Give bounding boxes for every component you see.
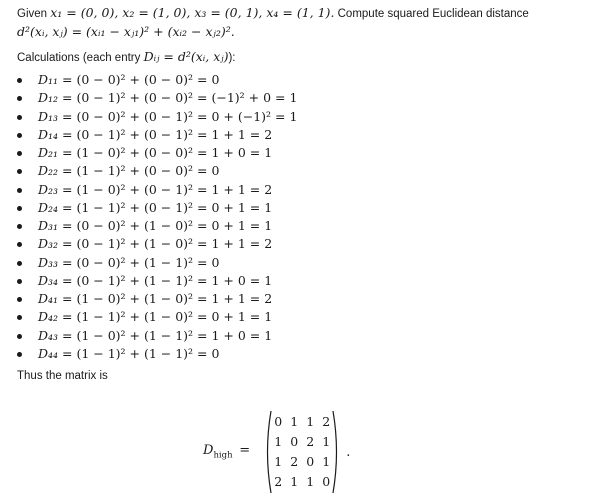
matrix (264, 410, 340, 494)
calc-symbol: D₁₃ (38, 108, 59, 124)
calc-item (17, 254, 592, 272)
calc-expression: = (1 − 0)² + (1 − 0)² = 1 + 1 = 2 (58, 291, 273, 306)
matrix-cell: 2 (322, 414, 331, 429)
calc-symbol: D₃₄ (38, 272, 59, 288)
calc-expression: = (0 − 1)² + (0 − 1)² = 1 + 1 = 2 (58, 126, 273, 142)
calc-symbol: D₃₃ (38, 254, 59, 270)
calc-heading (17, 48, 592, 67)
calc-item (17, 327, 592, 345)
matrix-cell: 0 (274, 414, 283, 429)
matrix-cell: 1 (274, 454, 283, 469)
calc-item (17, 308, 592, 326)
bullet-icon (17, 96, 22, 101)
calc-symbol: D₄₃ (38, 327, 59, 343)
calc-expression: = (0 − 0)² + (0 − 1)² = 0 + (−1)² = 1 (58, 108, 298, 124)
matrix-cell: 0 (306, 454, 315, 469)
bullet-icon (17, 242, 22, 247)
distance-formula: d²(xᵢ, xⱼ) = (xᵢ₁ − xⱼ₁)² + (xᵢ₂ − xⱼ₂)². (17, 24, 235, 39)
calc-expression: = (1 − 1)² + (0 − 1)² = 0 + 1 = 1 (58, 199, 273, 215)
matrix-cell: 0 (322, 474, 331, 489)
matrix-grid (270, 412, 334, 492)
bullet-icon (17, 315, 22, 320)
bullet-icon (17, 169, 22, 174)
calc-expression: = (1 − 1)² + (1 − 1)² = 0 (58, 345, 220, 361)
calc-expression: = (1 − 0)² + (0 − 1)² = 1 + 1 = 2 (58, 181, 273, 197)
matrix-cell: 1 (274, 434, 283, 449)
bullet-icon (17, 78, 22, 83)
calc-expression: = (1 − 0)² + (1 − 1)² = 1 + 0 = 1 (58, 327, 273, 343)
calc-heading-end: ): (228, 52, 236, 64)
matrix-symbol (203, 443, 250, 461)
matrix-symbol-letter: D (203, 443, 214, 459)
matrix-symbol-subscript: high (213, 450, 233, 461)
bullet-icon (17, 297, 22, 302)
calc-item (17, 71, 592, 89)
calc-expression: = (1 − 1)² + (0 − 0)² = 0 (58, 163, 220, 179)
intro-line-2 (17, 23, 592, 42)
matrix-cell: 1 (306, 414, 315, 429)
calc-symbol: D₂₁ (38, 145, 59, 160)
result-matrix-equation (203, 410, 350, 494)
calc-expression: = (1 − 0)² + (0 − 0)² = 1 + 0 = 1 (58, 145, 273, 160)
matrix-cell: 1 (322, 454, 331, 469)
calc-symbol: D₄₄ (38, 345, 59, 361)
calc-expression: = (1 − 1)² + (1 − 0)² = 0 + 1 = 1 (58, 309, 273, 325)
calc-item (17, 126, 592, 144)
matrix-period: . (346, 444, 351, 460)
calc-symbol: D₂₃ (38, 181, 59, 197)
calc-item (17, 235, 592, 253)
calc-symbol: D₁₁ (38, 72, 59, 87)
bullet-icon (17, 352, 22, 357)
calc-expression: = (0 − 0)² + (0 − 0)² = 0 (58, 72, 220, 87)
conclusion-text: Thus the matrix is (17, 370, 108, 382)
calc-item (17, 272, 592, 290)
calculations-list (17, 71, 592, 363)
calc-item (17, 108, 592, 126)
calc-symbol: D₄₂ (38, 309, 59, 325)
matrix-cell: 1 (290, 414, 299, 429)
calc-item (17, 345, 592, 363)
calc-item (17, 162, 592, 180)
calc-item (17, 217, 592, 235)
calc-item (17, 144, 592, 162)
bullet-icon (17, 334, 22, 339)
bullet-icon (17, 261, 22, 266)
calc-symbol: D₃₂ (38, 236, 59, 252)
solution-document (17, 4, 592, 385)
matrix-cell: 1 (290, 474, 299, 489)
matrix-cell: 2 (290, 454, 299, 469)
calc-item (17, 199, 592, 217)
calc-expression: = (0 − 1)² + (1 − 0)² = 1 + 1 = 2 (58, 236, 273, 252)
matrix-cell: 1 (322, 434, 331, 449)
calc-heading-text: Calculations (each entry (17, 52, 141, 64)
intro-text-2: Compute squared Euclidean distance (337, 8, 529, 20)
matrix-cell: 1 (306, 474, 315, 489)
calc-heading-math: Dᵢⱼ = d²(xᵢ, xⱼ) (143, 49, 229, 64)
matrix-cell: 0 (290, 434, 299, 449)
calc-symbol: D₂₄ (38, 199, 59, 215)
matrix-cell: 2 (274, 474, 283, 489)
calc-expression: = (0 − 1)² + (0 − 0)² = (−1)² + 0 = 1 (58, 90, 298, 106)
points-definition: x₁ = (0, 0), x₂ = (1, 0), x₃ = (0, 1), x₄ = (1, 1). (50, 5, 335, 20)
equals-sign: = (239, 443, 251, 459)
intro-line-1 (17, 4, 592, 23)
calc-symbol: D₂₂ (38, 163, 59, 179)
calc-symbol: D₁₄ (38, 126, 59, 142)
matrix-cell: 2 (306, 434, 315, 449)
calc-expression: = (0 − 0)² + (1 − 1)² = 0 (58, 254, 220, 270)
calc-symbol: D₄₁ (38, 291, 59, 306)
calc-expression: = (0 − 0)² + (1 − 0)² = 0 + 1 = 1 (58, 218, 273, 233)
bullet-icon (17, 188, 22, 193)
calc-item (17, 290, 592, 308)
calc-item (17, 89, 592, 107)
bullet-icon (17, 151, 22, 156)
calc-symbol: D₁₂ (38, 90, 59, 106)
bullet-icon (17, 115, 22, 120)
calc-symbol: D₃₁ (38, 218, 59, 233)
bullet-icon (17, 206, 22, 211)
calc-expression: = (0 − 1)² + (1 − 1)² = 1 + 0 = 1 (58, 272, 273, 288)
bullet-icon (17, 279, 22, 284)
intro-text: Given (17, 8, 48, 20)
calc-item (17, 181, 592, 199)
bullet-icon (17, 224, 22, 229)
bullet-icon (17, 133, 22, 138)
